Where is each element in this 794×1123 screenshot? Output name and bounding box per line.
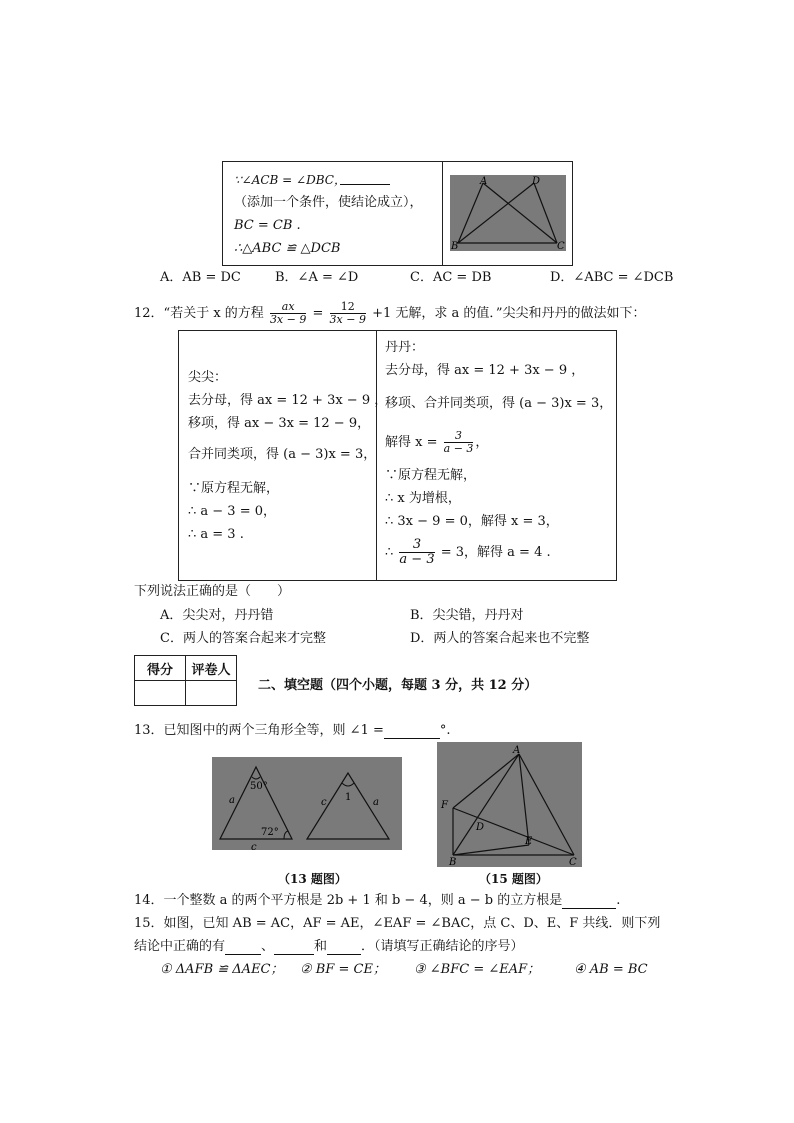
q12-option-d: D．两人的答案合起来也不完整 bbox=[410, 631, 590, 646]
score-table bbox=[134, 655, 237, 706]
q11-label-b: B bbox=[451, 241, 459, 251]
q15-option-4: ④ AB = BC bbox=[574, 962, 648, 977]
q11-line-4: ∴△ABC ≌ △DCB bbox=[234, 241, 341, 256]
q15-label-f: F bbox=[441, 800, 448, 811]
q11-figure bbox=[450, 175, 566, 251]
q13-side-c-bottom: c bbox=[251, 842, 257, 850]
q11-option-d: D．∠ABC = ∠DCB bbox=[550, 270, 674, 285]
q13-angle-72: 72° bbox=[261, 827, 279, 838]
q12-left-6: ∴ a = 3 . bbox=[188, 527, 244, 542]
q15-label-d: D bbox=[476, 822, 485, 833]
section2-title: 二、填空题（四个小题，每题 3 分，共 12 分） bbox=[258, 678, 538, 693]
q15-label-c: C bbox=[569, 857, 577, 867]
q15-option-2: ② BF = CE； bbox=[300, 962, 386, 977]
q14-text: 14．一个整数 a 的两个平方根是 2b + 1 和 b − 4，则 a − b 的立方根是 . bbox=[134, 893, 621, 908]
q12-left-3: 合并同类项，得 (a − 3)x = 3， bbox=[188, 447, 377, 462]
q12-option-c: C．两人的答案合起来才完整 bbox=[160, 631, 326, 646]
q15-line-1: 15．如图，已知 AB = AC，AF = AE，∠EAF = ∠BAC，点 C、D、E、F 共线．则下列 bbox=[134, 916, 661, 931]
q15-option-3: ③ ∠BFC = ∠EAF； bbox=[414, 962, 541, 977]
q12-right-frac-2: $\frac{3}{a - 3}$ bbox=[399, 537, 435, 567]
q13-side-c-right: c bbox=[321, 797, 327, 808]
q12-right-2: 移项、合并同类项，得 (a − 3)x = 3， bbox=[385, 396, 613, 411]
q12-right-6: ∴ 3x − 9 = 0，解得 x = 3， bbox=[385, 514, 559, 529]
q12-left-2: 移项，得 ax − 3x = 12 − 9， bbox=[188, 416, 371, 431]
q13-angle-1: 1 bbox=[345, 792, 352, 803]
q13-caption: （13 题图） bbox=[278, 872, 347, 886]
q15-option-1: ① ΔAFB ≌ ΔAEC； bbox=[160, 962, 284, 977]
q15-caption: （15 题图） bbox=[479, 872, 548, 886]
grader-header: 评卷人 bbox=[186, 656, 237, 681]
q11-divider bbox=[442, 161, 443, 265]
q12-right-1: 去分母，得 ax = 12 + 3x − 9 ， bbox=[385, 363, 585, 378]
score-cell bbox=[135, 681, 186, 706]
q11-blank bbox=[340, 172, 390, 185]
q15-label-b: B bbox=[449, 857, 457, 867]
q13-figure bbox=[212, 757, 402, 850]
score-header: 得分 bbox=[135, 656, 186, 681]
q12-right-5: ∴ x 为增根， bbox=[385, 491, 461, 506]
q13-blank bbox=[384, 726, 440, 739]
q14-blank bbox=[562, 896, 616, 909]
q11-label-a: A bbox=[480, 176, 488, 187]
q15-line-2: 结论中正确的有 、 和 ．（请填写正确结论的序号） bbox=[134, 939, 524, 954]
q15-label-a: A bbox=[513, 745, 521, 756]
q11-line-1: ∵∠ACB = ∠DBC， bbox=[234, 173, 346, 187]
q11-option-a: A．AB = DC bbox=[160, 270, 241, 285]
q12-option-a: A．尖尖对，丹丹错 bbox=[160, 608, 274, 623]
q11-label-d: D bbox=[532, 176, 541, 187]
q12-right-4: ∵原方程无解， bbox=[385, 468, 477, 483]
q12-question: 下列说法正确的是（ ） bbox=[134, 584, 291, 599]
q15-blank-1 bbox=[225, 942, 261, 955]
q15-figure bbox=[437, 742, 582, 867]
q13-text: 13．已知图中的两个三角形全等，则 ∠1 = °. bbox=[134, 723, 451, 738]
q12-right-7: ∴ $\frac{3}{a - 3}$ = 3，解得 a = 4 . bbox=[385, 537, 551, 567]
q11-option-b: B．∠A = ∠D bbox=[275, 270, 359, 285]
q12-option-b: B．尖尖错，丹丹对 bbox=[410, 608, 524, 623]
q11-option-c: C．AC = DB bbox=[410, 270, 492, 285]
q12-right-3: 解得 x = $\frac{3}{a - 3}$ ， bbox=[385, 429, 489, 455]
q15-blank-2 bbox=[274, 942, 314, 955]
q13-angle-50: 50° bbox=[250, 781, 268, 792]
q11-line-3: BC = CB . bbox=[234, 218, 301, 233]
q12-right-frac-1: $\frac{3}{a - 3}$ bbox=[443, 429, 474, 455]
q12-frac-1: $\frac{ax}{3x - 9}$ bbox=[269, 300, 307, 326]
q15-blank-3 bbox=[327, 942, 361, 955]
q12-stem-a: 12．“若关于 x 的方程 bbox=[134, 306, 264, 321]
q13-side-a-left: a bbox=[229, 795, 235, 806]
grader-cell bbox=[186, 681, 237, 706]
q11-label-c: C bbox=[557, 241, 565, 251]
q15-label-e: E bbox=[525, 836, 533, 847]
q12-stem-b: +1 无解，求 a 的值．”尖尖和丹丹的做法如下： bbox=[372, 306, 646, 321]
q12-left-4: ∵原方程无解， bbox=[188, 481, 280, 496]
q13-side-a-right: a bbox=[373, 797, 379, 808]
q12-frac-2: $\frac{12}{3x - 9}$ bbox=[329, 300, 366, 326]
q12-left-0: 尖尖： bbox=[188, 370, 228, 385]
q12-right-0: 丹丹： bbox=[385, 340, 425, 355]
q12-stem: 12．“若关于 x 的方程 $\frac{ax}{3x - 9}$ = $\frac{12}{3x - 9}$ +1 无解，求 a 的值．”尖尖和丹丹的做法如下： bbox=[134, 300, 646, 326]
q11-line-2: （添加一个条件，使结论成立）， bbox=[234, 195, 423, 210]
q12-left-1: 去分母，得 ax = 12 + 3x − 9 ， bbox=[188, 393, 388, 408]
q12-left-5: ∴ a − 3 = 0， bbox=[188, 504, 277, 519]
